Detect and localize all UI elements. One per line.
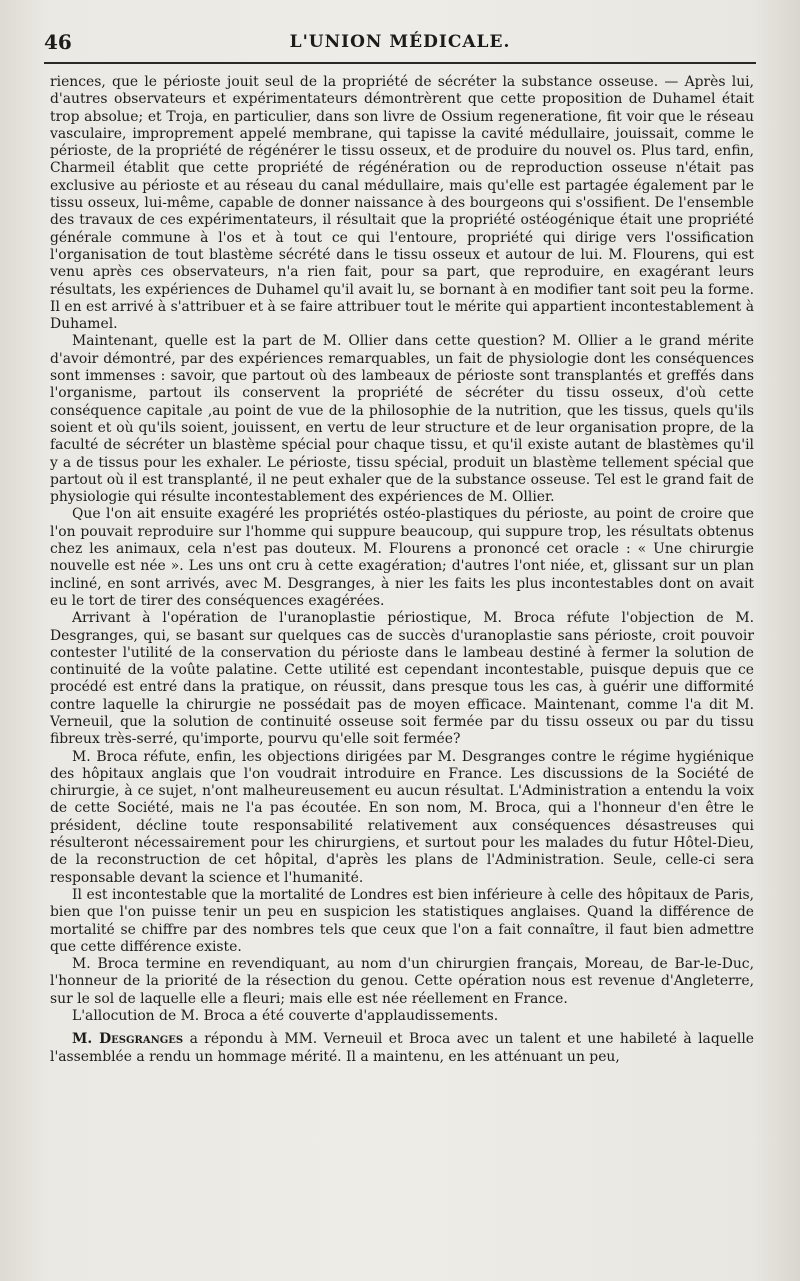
page-number: 46 — [44, 30, 72, 54]
speaker-name: M. Desgranges — [72, 1031, 184, 1048]
paragraph-text: a répondu à MM. Verneuil et Broca avec un talent et une habileté à laquelle l'assemblée a rendu un hommage mérité. Il a maintenu, en les atténuant un peu, — [50, 1031, 754, 1065]
paragraph: M. Broca termine en revendiquant, au nom d'un chirurgien français, Moreau, de Bar-le-Duc, l'honneur de la priorité de la résection du genou. Cette opération nous est revenue d'Angleterre, sur le sol de laquelle elle a fleuri; mais elle est née réellement en France. — [50, 956, 754, 1007]
paragraph: Que l'on ait ensuite exagéré les propriétés ostéo-plastiques du périoste, au point de croire que l'on pouvait reproduire sur l'homme qui suppure beaucoup, qui suppure trop, les résultats obtenus chez les animaux, cela n'est pas douteux. M. Flourens a prononcé cet oracle : « Une chirurgie nouvelle est née ». Les uns ont cru à cette exagération; d'autres l'ont niée, et, glissant sur un plan incliné, en sont arrivés, avec M. Desgranges, à nier les faits les plus incontestables dont on avait eu le tort de tirer des conséquences exagérées. — [50, 506, 754, 609]
header-rule — [44, 62, 756, 64]
paragraph: Il est incontestable que la mortalité de Londres est bien inférieure à celle des hôpitaux de Paris, bien que l'on puisse tenir un peu en suspicion les statistiques anglaises. Quand la différence de mortalité se chiffre par des nombres tels que ceux que l'on a fait connaître, il faut bien admettre que cette différence existe. — [50, 886, 754, 955]
paragraph: riences, que le périoste jouit seul de la propriété de sécréter la substance osseuse. — Après lui, d'autres observateurs et expérimentateurs démontrèrent que cette proposition de Duhamel était trop absolue; et Troja, en particulier, dans son livre de Ossium regeneratione, fit voir que le réseau vasculaire, improprement appelé membrane, qui tapisse la cavité médullaire, jouissait, comme le périoste, de la propriété de régénérer le tissu osseux, et de produire du nouvel os. Plus tard, enfin, Charmeil établit que cette propriété de régénération ou de reproduction osseuse n'était pas exclusive au périoste et au réseau du canal médullaire, mais qu'elle est partagée également par le tissu osseux, lui-même, capable de donner naissance à des bourgeons qui s'ossifient. De l'ensemble des travaux de ces expérimentateurs, il résultait que la propriété ostéogénique était une propriété générale commune à l'os et à tout ce qui l'entoure, propriété qui dirige vers l'ossification l'organisation de tout blastème sécrété dans le tissu osseux et autour de lui. M. Flourens, qui est venu après ces observateurs, n'a rien fait, pour sa part, que reproduire, en exagérant leurs résultats, les expériences de Duhamel qu'il avait lu, se bornant à en modifier tant soit peu la forme. Il en est arrivé à s'attribuer et à se faire attribuer tout le mérite qui appartient incontestablement à Duhamel. — [50, 74, 754, 333]
paragraph: Arrivant à l'opération de l'uranoplastie périostique, M. Broca réfute l'objection de M. Desgranges, qui, se basant sur quelques cas de succès d'uranoplastie sans périoste, croit pouvoir contester l'utilité de la conservation du périoste dans le lambeau destiné à fermer la solution de continuité de la voûte palatine. Cette utilité est cependant incontestable, puisque depuis que ce procédé est entré dans la pratique, on réussit, dans presque tous les cas, à guérir une difformité contre laquelle la chirurgie ne possédait pas de moyen efficace. Maintenant, comme l'a dit M. Verneuil, que la solution de continuité osseuse soit fermée par du tissu osseux ou par du tissu fibreux très-serré, qu'importe, pourvu qu'elle soit fermée? — [50, 610, 754, 748]
paragraph: L'allocution de M. Broca a été couverte d'applaudissements. — [72, 1008, 499, 1025]
paragraph: Maintenant, quelle est la part de M. Ollier dans cette question? M. Ollier a le grand mérite d'avoir démontré, par des expériences remarquables, un fait de physiologie dont les conséquences sont immenses : savoir, que partout où des lambeaux de périoste sont transplantés et greffés dans l'organisme, partout ils conservent la propriété de sécréter du tissu osseux, d'où cette conséquence capitale ,au point de vue de la philosophie de la nutrition, que les tissus, quels qu'ils soient et où qu'ils soient, jouissent, en vertu de leur structure et de leur organisation propre, de la faculté de sécréter un blastème spécial pour chaque tissu, et qu'il existe autant de blastèmes qu'il y a de tissus pour les exhaler. Le périoste, tissu spécial, produit un blastème tellement spécial que partout où il est transplanté, il ne peut exhaler que de la substance osseuse. Tel est le grand fait de physiologie qui résulte incontestablement des expériences de M. Ollier. — [50, 333, 754, 506]
article-body — [50, 74, 754, 1066]
paragraph-speaker — [50, 1031, 754, 1066]
running-title: L'UNION MÉDICALE. — [289, 32, 511, 52]
paragraph: M. Broca réfute, enfin, les objections dirigées par M. Desgranges contre le régime hygiénique des hôpitaux anglais que l'on voudrait introduire en France. Les discussions de la Société de chirurgie, à ce sujet, n'ont malheureusement eu aucun résultat. L'Administration a entendu la voix de cette Société, mais ne l'a pas écoutée. En son nom, M. Broca, qui a l'honneur d'en être le président, décline toute responsabilité relativement aux conséquences désastreuses qui résulteront nécessairement pour les chirurgiens, et surtout pour les malades du futur Hôtel-Dieu, de la reconstruction de cet hôpital, d'après les plans de l'Administration. Seule, celle-ci sera responsable devant la science et l'humanité. — [50, 748, 754, 886]
page-header — [44, 28, 756, 62]
